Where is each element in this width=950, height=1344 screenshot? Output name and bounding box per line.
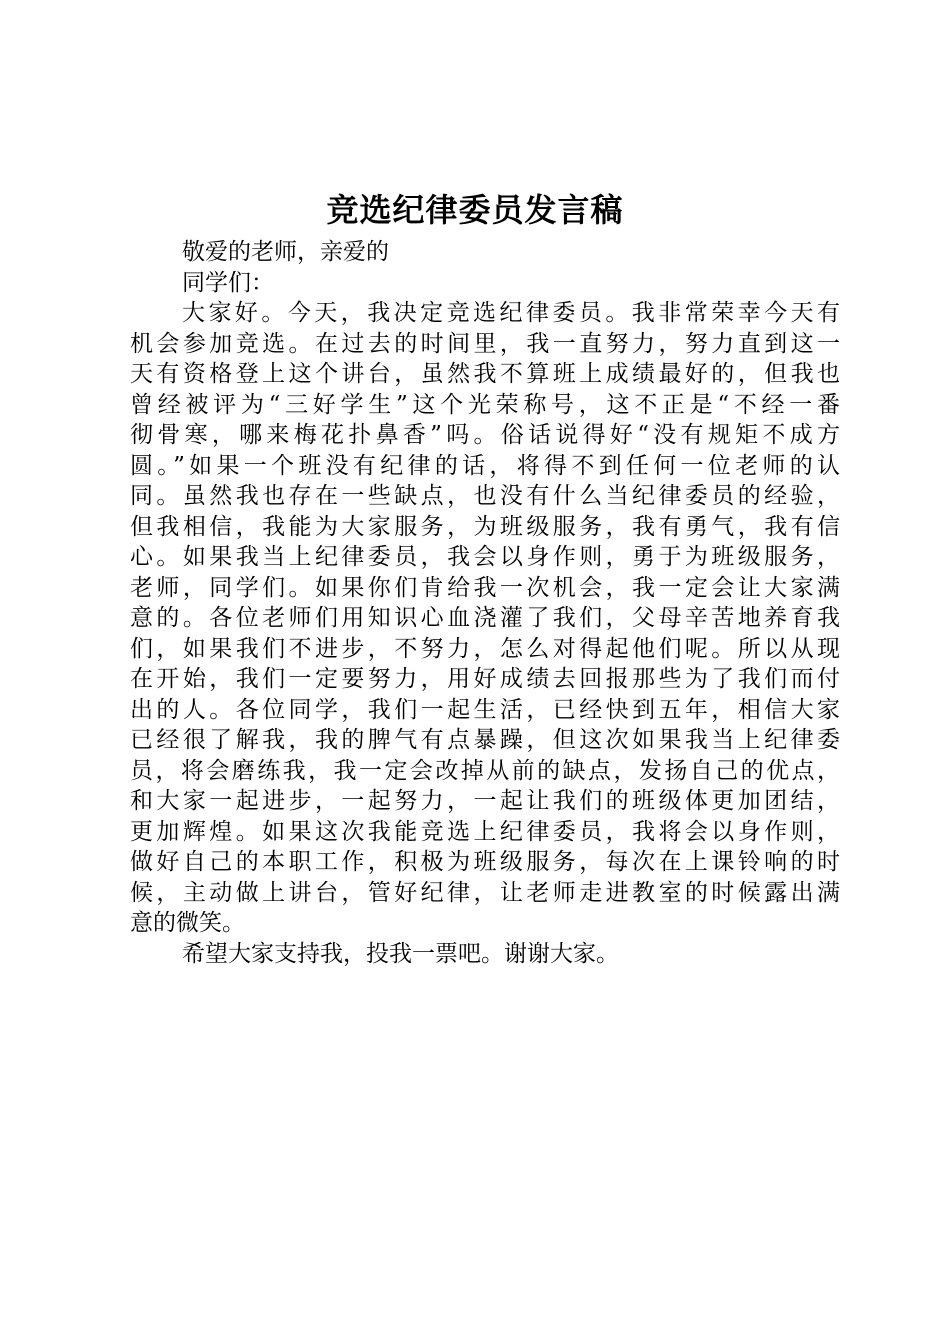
paragraph-line: 做好自己的本职工作，积极为班级服务，每次在上课铃响的时 xyxy=(130,849,840,875)
paragraph-line: 在开始，我们一定要努力，用好成绩去回报那些为了我们而付 xyxy=(130,666,840,692)
paragraph-line: 曾经被评为“三好学生”这个光荣称号，这不正是“不经一番 xyxy=(130,391,840,418)
closing-line: 希望大家支持我，投我一票吧。谢谢大家。 xyxy=(182,940,619,967)
paragraph-line: 机会参加竞选。在过去的时间里，我一直努力，努力直到这一 xyxy=(130,330,840,357)
paragraph-line: 更加辉煌。如果这次我能竞选上纪律委员，我将会以身作则， xyxy=(130,818,840,845)
paragraph-line: 圆。”如果一个班没有纪律的话，将得不到任何一位老师的认 xyxy=(130,452,840,479)
paragraph-line: 员，将会磨练我，我一定会改掉从前的缺点，发扬自己的优点， xyxy=(130,757,840,784)
paragraph-line-last: 意的微笑。 xyxy=(130,910,245,936)
paragraph-line: 老师，同学们。如果你们肯给我一次机会，我一定会让大家满 xyxy=(130,574,840,601)
paragraph-line: 大家好。今天，我决定竞选纪律委员。我非常荣幸今天有 xyxy=(182,300,840,326)
paragraph-line: 们，如果我们不进步，不努力，怎么对得起他们呢。所以从现 xyxy=(130,635,840,662)
document-title: 竞选纪律委员发言稿 xyxy=(326,191,624,229)
paragraph-line: 心。如果我当上纪律委员，我会以身作则，勇于为班级服务， xyxy=(130,544,840,570)
paragraph-line: 天有资格登上这个讲台，虽然我不算班上成绩最好的，但我也 xyxy=(130,361,840,387)
salutation-line-2: 同学们： xyxy=(182,269,274,296)
paragraph-line: 意的。各位老师们用知识心血浇灌了我们，父母辛苦地养育我 xyxy=(130,605,840,631)
salutation-line-1: 敬爱的老师，亲爱的 xyxy=(182,239,389,265)
paragraph-line: 出的人。各位同学，我们一起生活，已经快到五年，相信大家 xyxy=(130,696,840,723)
paragraph-line: 但我相信，我能为大家服务，为班级服务，我有勇气，我有信 xyxy=(130,513,840,540)
paragraph-line: 彻骨寒，哪来梅花扑鼻香”吗。俗话说得好“没有规矩不成方 xyxy=(130,422,840,448)
document-body xyxy=(130,237,840,969)
paragraph-line: 和大家一起进步，一起努力，一起让我们的班级体更加团结， xyxy=(130,788,840,814)
paragraph-line: 候，主动做上讲台，管好纪律，让老师走进教室的时候露出满 xyxy=(130,879,840,906)
paragraph-line: 同。虽然我也存在一些缺点，也没有什么当纪律委员的经验， xyxy=(130,483,840,509)
paragraph-line: 已经很了解我，我的脾气有点暴躁，但这次如果我当上纪律委 xyxy=(130,727,840,753)
